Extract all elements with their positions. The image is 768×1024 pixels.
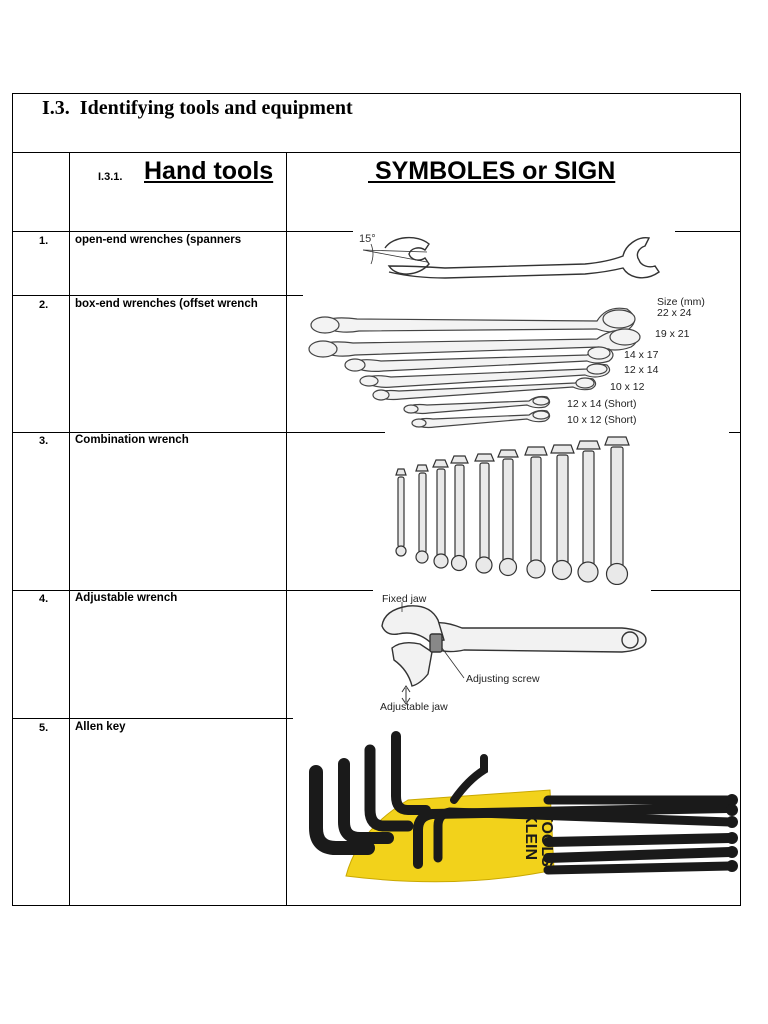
row-number-4: 4.: [39, 593, 49, 605]
combination-wrench-1: [396, 469, 406, 556]
box-ring-2a: [309, 341, 337, 357]
box-ring-4b: [587, 364, 607, 374]
row-number-3: 3.: [39, 435, 49, 447]
brand-line-1: KLEIN: [522, 812, 539, 860]
rule-row3: [13, 590, 373, 591]
symbols-heading: SYMBOLES or SIGN: [368, 157, 616, 185]
row-number-5: 5.: [39, 722, 49, 734]
combination-wrench-3: [433, 460, 448, 568]
combination-wrench-7: [525, 447, 547, 578]
allen-key-figure: [298, 730, 740, 890]
open-end-wrench-shape: [385, 238, 659, 278]
rule-row3-right: [651, 590, 740, 591]
combination-wrench-4: [451, 456, 468, 571]
combination-wrench-figure: [385, 435, 645, 585]
combination-wrench-5: [475, 454, 494, 573]
brand-logo: [522, 812, 555, 867]
section-title: [42, 97, 353, 120]
rule-row1: [13, 295, 303, 296]
size-6: 12 x 14 (Short): [567, 398, 637, 410]
allen-key-10: [548, 852, 730, 858]
combination-wrench-2: [416, 465, 428, 563]
row-name-5: Allen key: [75, 721, 126, 733]
brand-line-2: TOOLS: [538, 812, 555, 867]
combination-wrench-9: [577, 441, 600, 582]
col-rule-2: [286, 152, 287, 905]
combination-wrench-10: [605, 437, 629, 585]
box-ring-1a: [311, 317, 339, 333]
box-ring-6b: [533, 397, 549, 405]
handle-hole: [622, 632, 638, 648]
box-wrench-6: [405, 397, 550, 414]
adjustable-wrench-figure: [372, 590, 652, 716]
box-ring-6a: [404, 405, 418, 413]
angle-arc: [371, 244, 373, 264]
combination-wrench-8: [551, 445, 574, 580]
size-3: 14 x 17: [624, 349, 659, 361]
rule-title: [13, 152, 740, 153]
size-header: Size (mm): [657, 296, 705, 308]
fixed-jaw-label: Fixed jaw: [382, 593, 427, 605]
box-ring-7b: [533, 411, 549, 419]
box-ring-4a: [360, 376, 378, 386]
size-5: 10 x 12: [610, 381, 645, 393]
allen-key-11: [548, 866, 730, 870]
rule-header: [13, 231, 353, 232]
section-title-text: Identifying tools and equipment: [79, 97, 353, 119]
section-number: I.3.: [42, 97, 70, 119]
adjusting-screw-label: Adjusting screw: [466, 673, 540, 685]
row-number-2: 2.: [39, 299, 49, 311]
row-name-2: box-end wrenches (offset wrench: [75, 298, 258, 310]
box-ring-3b: [588, 347, 610, 359]
box-ring-1b: [603, 310, 635, 328]
size-2: 19 x 21: [655, 328, 690, 340]
row-name-3: Combination wrench: [75, 434, 189, 446]
combination-wrench-6: [498, 450, 518, 576]
col-rule-1: [69, 152, 70, 905]
adjusting-screw-shape: [430, 634, 442, 652]
size-1: 22 x 24: [657, 307, 692, 319]
box-end-wrench-figure: [297, 295, 737, 429]
box-ring-3a: [345, 359, 365, 371]
rule-header-right: [675, 231, 740, 232]
box-ring-2b: [610, 329, 640, 345]
adjustable-wrench-handle: [432, 623, 646, 652]
rule-row2-right: [729, 432, 740, 433]
angle-label: 15°: [359, 233, 376, 245]
box-ring-5a: [373, 390, 389, 400]
size-4: 12 x 14: [624, 364, 659, 376]
adjustable-jaw-label: Adjustable jaw: [380, 701, 448, 713]
adjustable-jaw-shape: [392, 643, 432, 686]
sub-section-number: I.3.1.: [98, 171, 123, 183]
allen-key-9: [548, 838, 730, 842]
size-7: 10 x 12 (Short): [567, 414, 637, 426]
box-ring-5b: [576, 378, 594, 388]
row-name-1: open-end wrenches (spanners: [75, 234, 242, 246]
row-name-4: Adjustable wrench: [75, 592, 178, 604]
screw-pointer: [442, 648, 464, 678]
open-end-wrench-figure: [345, 228, 675, 290]
box-ring-7a: [412, 419, 426, 427]
hand-tools-heading: Hand tools: [144, 157, 274, 185]
box-wrench-1: [319, 308, 635, 332]
rule-row4: [13, 718, 293, 719]
row-number-1: 1.: [39, 235, 49, 247]
allen-key-7: [454, 758, 484, 800]
